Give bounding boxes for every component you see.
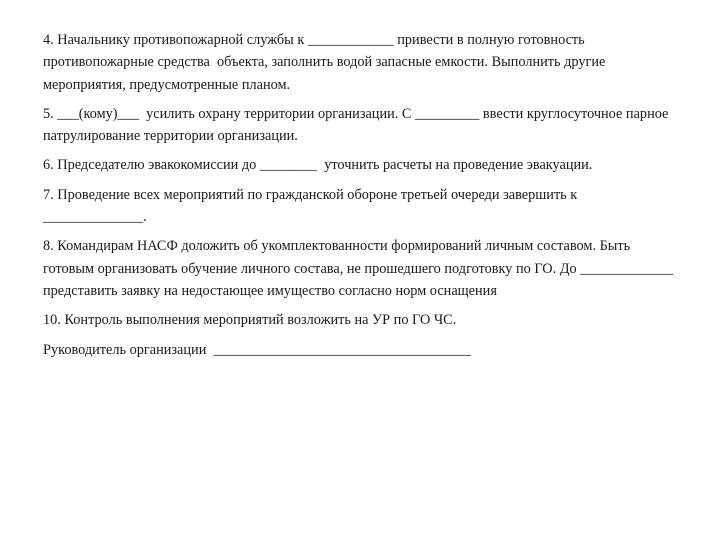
paragraph-item-6: 6. Председателю эвакокомиссии до ________ уточнить расчеты на проведение эвакуации. xyxy=(43,157,593,174)
paragraph-item-10: 10. Контроль выполнения мероприятий возложить на УР по ГО ЧС. xyxy=(43,312,457,329)
paragraph-item-4: 4. Начальнику противопожарной службы к ____________ привести в полную готовность противопожарные средства объекта, заполнить водой запасные емкости. Выполнить другие мероприятия, предусмотренные планом. xyxy=(43,32,609,93)
paragraph-item-7: 7. Проведение всех мероприятий по гражданской обороне третьей очереди завершить к ______________. xyxy=(43,186,581,226)
paragraph-item-8: 8. Командирам НАСФ доложить об укомплектованности формирований личным составом. Быть готовым организовать обучение личного состава, не прошедшего подготовку по ГО. До _____________ представить заявку на недостающее имущество согласно норм оснащения xyxy=(43,238,677,299)
paragraph-item-5: 5. ___(кому)___ усилить охрану территории организации. С _________ ввести круглосуточное парное патрулирование территории организации. xyxy=(43,105,672,145)
signature-line: Руководитель организации ____________________________________ xyxy=(43,341,471,358)
document-body xyxy=(43,29,683,368)
